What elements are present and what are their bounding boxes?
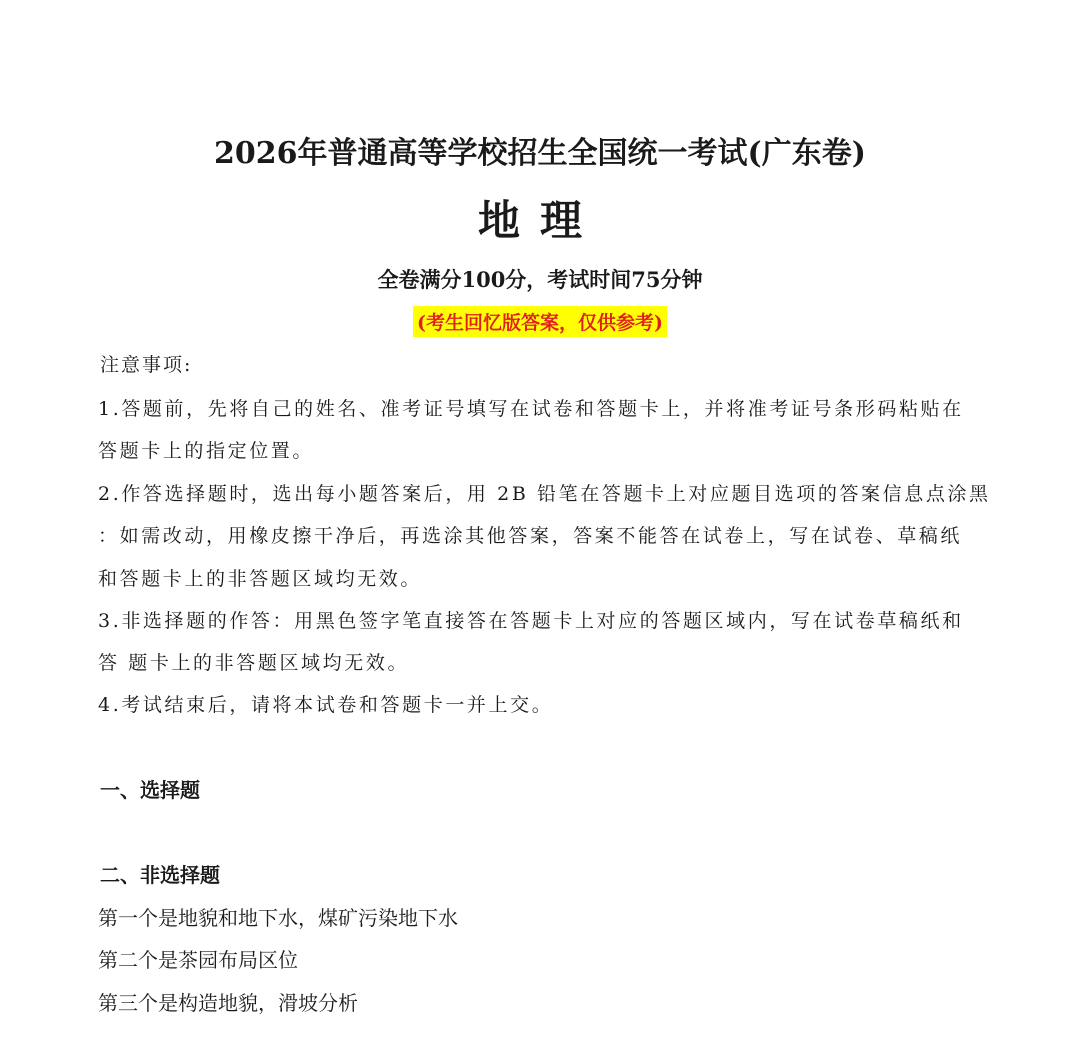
notice-line: 答题卡上的指定位置。: [98, 440, 315, 462]
section-heading-choice: 一、选择题: [100, 778, 200, 802]
exam-title: 2026年普通高等学校招生全国统一考试(广东卷): [214, 136, 866, 171]
answer-note-highlight: (考生回忆版答案，仅供参考): [413, 306, 667, 337]
section-heading-nonchoice: 二、非选择题: [100, 863, 220, 887]
notice-line: ：如需改动，用橡皮擦干净后，再选涂其他答案，答案不能答在试卷上，写在试卷、草稿纸: [98, 525, 963, 547]
notice-line: 和答题卡上的非答题区域均无效。: [98, 568, 423, 590]
notice-line: 答 题卡上的非答题区域均无效。: [98, 652, 410, 674]
subject-title: 地理: [477, 196, 602, 245]
notice-heading: 注意事项:: [100, 354, 193, 376]
notice-line: 3.非选择题的作答：用黑色签字笔直接答在答题卡上对应的答题区域内，写在试卷草稿纸和: [98, 610, 964, 632]
nonchoice-answer-item: 第一个是地貌和地下水，煤矿污染地下水: [98, 906, 458, 930]
answer-note-wrap: [0, 306, 1080, 337]
nonchoice-answer-item: 第二个是茶园布局区位: [98, 948, 298, 972]
score-time-line: 全卷满分100分，考试时间75分钟: [377, 267, 703, 292]
notice-line: 4.考试结束后，请将本试卷和答题卡一并上交。: [98, 694, 554, 716]
nonchoice-answer-item: 第三个是构造地貌，滑坡分析: [98, 991, 358, 1015]
notice-line: 1.答题前，先将自己的姓名、准考证号填写在试卷和答题卡上，并将准考证号条形码粘贴在: [98, 398, 964, 420]
notice-line: 2.作答选择题时，选出每小题答案后，用 2B 铅笔在答题卡上对应题目选项的答案信息点涂黑: [98, 483, 991, 505]
